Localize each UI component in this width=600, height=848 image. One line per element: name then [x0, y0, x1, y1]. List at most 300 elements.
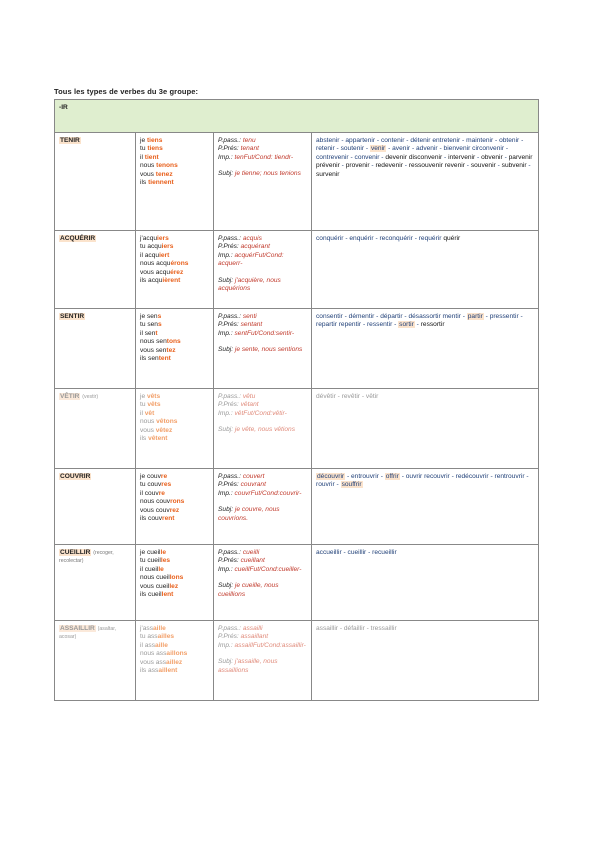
pronoun-stem: nous sen	[140, 338, 167, 346]
verb-cell	[55, 231, 136, 309]
conjugation-line	[140, 171, 209, 179]
separator: -	[343, 549, 346, 556]
spacer	[218, 162, 307, 170]
separator: -	[350, 153, 353, 161]
imperfect-future	[218, 410, 307, 418]
conjugation-cell	[136, 231, 214, 309]
ending: rez	[169, 506, 180, 514]
subjunctive-label: Subj:	[218, 506, 235, 514]
separator: -	[380, 473, 383, 480]
spacer	[218, 338, 307, 346]
conjugation-line	[140, 179, 209, 187]
ending: vêtent	[148, 435, 168, 443]
participle-past	[218, 393, 307, 401]
ending: tient	[144, 153, 159, 161]
conjugation-line	[140, 401, 209, 409]
pronoun-stem: tu cueil	[140, 557, 161, 565]
spacer	[218, 574, 307, 582]
related-verb: entrouvrir	[351, 473, 379, 480]
ending: vêtez	[155, 426, 173, 434]
forms-cell	[214, 309, 312, 389]
spacer	[218, 269, 307, 277]
participle-past-label: P.pass.:	[218, 137, 243, 144]
ending: aille	[155, 641, 168, 649]
related-verbs-cell	[312, 133, 539, 231]
conjugation-cell	[136, 545, 214, 621]
participle-past	[218, 137, 307, 145]
subjunctive-value: je vête, nous vêtions	[234, 426, 295, 434]
related-verb: venir	[370, 145, 386, 153]
ending: s	[157, 313, 162, 320]
imperfect-future-label: Imp.:	[218, 251, 235, 259]
ending: res	[161, 481, 172, 489]
subjunctive-value: j'acquière, nous acquérions	[218, 276, 281, 293]
ending: vêt	[144, 409, 155, 417]
separator: -	[346, 473, 350, 480]
participle-past-value: tenu	[242, 137, 256, 144]
participle-present-label: P.Prés:	[218, 481, 241, 489]
conjugation-line	[140, 498, 209, 506]
participle-present	[218, 557, 307, 565]
subjunctive-value: je couvre, nous couvrions.	[218, 506, 280, 522]
ending: iert	[159, 251, 170, 259]
separator: -	[381, 153, 384, 161]
ending: iers	[157, 235, 169, 242]
separator: -	[368, 549, 371, 556]
related-verb: recouvrir	[424, 473, 450, 480]
pronoun-stem: ils	[140, 435, 149, 443]
imperfect-future	[218, 642, 307, 650]
conjugation-line	[140, 162, 209, 170]
separator: -	[341, 162, 344, 170]
ending: re	[160, 473, 168, 480]
related-verb: défaillir	[343, 625, 365, 632]
pronoun-stem: je	[140, 137, 147, 144]
participle-past	[218, 625, 307, 633]
separator: -	[337, 393, 340, 400]
related-verbs-cell	[312, 469, 539, 545]
ending: le	[158, 565, 164, 573]
separator: -	[485, 313, 488, 320]
conjugation-line	[140, 557, 209, 565]
participle-past	[218, 549, 307, 557]
table-row	[55, 309, 539, 389]
related-verb: sortir	[399, 321, 414, 329]
ending: le	[160, 549, 167, 556]
related-verb: tressaillir	[370, 625, 397, 632]
verb-gloss: (asaltar, acosar)	[59, 626, 117, 641]
participle-past-label: P.pass.:	[218, 235, 243, 242]
separator: -	[505, 145, 509, 153]
participle-present-value: assaillant	[240, 633, 269, 641]
subjunctive	[218, 346, 307, 354]
separator: -	[376, 137, 380, 144]
conjugation-line	[140, 137, 209, 145]
participle-past-value: vêtu	[242, 393, 256, 400]
verb-cell	[55, 309, 136, 389]
conjugation-line	[140, 243, 209, 251]
related-verb: parvenir	[508, 153, 533, 161]
participle-past	[218, 473, 307, 481]
related-verb: redécouvrir	[455, 473, 489, 480]
ending: vêts	[147, 401, 161, 409]
related-verb: requérir	[418, 235, 442, 242]
related-verb: appartenir	[345, 137, 376, 144]
verb-table	[54, 99, 539, 701]
separator: -	[439, 145, 442, 153]
imperfect-future	[218, 252, 307, 269]
related-verb: offrir	[385, 473, 399, 480]
separator: -	[528, 162, 531, 170]
participle-present-value: acquérant	[240, 243, 270, 251]
separator: -	[404, 313, 407, 320]
participle-present-label: P.Prés:	[218, 401, 241, 409]
participle-past-value: assailli	[242, 625, 263, 632]
conjugation-line	[140, 330, 209, 338]
pronoun-stem: tu	[140, 145, 148, 153]
participle-past-label: P.pass.:	[218, 549, 243, 556]
forms-cell	[214, 469, 312, 545]
subjunctive-label: Subj:	[218, 582, 235, 590]
separator: -	[477, 153, 480, 161]
ending: s	[157, 321, 162, 329]
related-verb: intervenir	[448, 153, 476, 161]
separator: -	[466, 162, 469, 170]
separator: -	[521, 137, 524, 144]
imperfect-future-label: Imp.:	[218, 329, 235, 337]
conjugation-line	[140, 650, 209, 658]
verb-cell	[55, 621, 136, 701]
pronoun-stem: nous cueil	[140, 574, 170, 582]
pronoun-stem: ils ass	[140, 667, 159, 675]
pronoun-stem: vous cueil	[140, 582, 170, 590]
pronoun-stem: ils cueil	[140, 591, 162, 599]
participle-present	[218, 633, 307, 641]
pronoun-stem: vous couv	[140, 506, 170, 514]
verb-name: ACQUÉRIR	[60, 235, 96, 242]
pronoun-stem: ils couv	[140, 515, 162, 523]
conjugation-line	[140, 625, 209, 633]
imperfect-future-label: Imp.:	[218, 153, 235, 161]
participle-present-label: P.Prés:	[218, 633, 241, 641]
verb-cell	[55, 389, 136, 469]
participle-past-label: P.pass.:	[218, 313, 243, 320]
related-verb: accueillir	[316, 549, 342, 556]
subjunctive-label: Subj:	[218, 170, 235, 178]
conjugation-cell	[136, 621, 214, 701]
table-row	[55, 389, 539, 469]
related-verb: souvenir	[470, 162, 496, 170]
pronoun-stem: nous acqu	[140, 260, 171, 268]
separator: -	[365, 145, 369, 153]
forms-cell	[214, 621, 312, 701]
separator: -	[414, 235, 417, 242]
pronoun-stem: j'ass	[140, 625, 153, 632]
conjugation-line	[140, 235, 209, 243]
imperfect-future	[218, 490, 307, 498]
table-header: -IR	[55, 100, 539, 133]
separator: -	[462, 313, 465, 320]
subjunctive-value: je tienne; nous tenions	[234, 170, 301, 178]
forms-cell	[214, 389, 312, 469]
related-verb: démentir	[348, 313, 375, 320]
verb-name: COUVRIR	[60, 473, 91, 480]
ending: les	[160, 557, 171, 565]
imperfect-future-value: vêtFut/Cond:vêtir-	[234, 409, 287, 417]
pronoun-stem: je cueil	[140, 549, 161, 556]
separator: -	[366, 625, 369, 632]
separator: -	[376, 313, 379, 320]
subjunctive-label: Subj:	[218, 426, 235, 434]
participle-present-value: couvrant	[240, 481, 266, 489]
related-verbs-cell	[312, 389, 539, 469]
conjugation-line	[140, 566, 209, 574]
conjugation-line	[140, 154, 209, 162]
ending: t	[155, 329, 158, 337]
separator: -	[490, 473, 493, 480]
imperfect-future-label: Imp.:	[218, 409, 235, 417]
table-row	[55, 621, 539, 701]
related-verb: revenir	[444, 162, 465, 170]
related-verbs-cell	[312, 309, 539, 389]
pronoun-stem: il	[140, 409, 145, 417]
related-verb: reconquérir	[379, 235, 413, 242]
ending: vêtons	[156, 418, 178, 426]
subjunctive	[218, 582, 307, 599]
verb-gloss: (recoger, recolectar)	[59, 550, 114, 565]
conjugation-line	[140, 667, 209, 675]
related-verb: advenir	[416, 145, 438, 153]
separator: -	[345, 235, 348, 242]
pronoun-stem: il couv	[140, 489, 159, 497]
participle-present	[218, 243, 307, 251]
participle-past-value: couvert	[242, 473, 265, 480]
participle-present-value: tenant	[240, 145, 259, 153]
subjunctive	[218, 426, 307, 434]
conjugation-line	[140, 418, 209, 426]
related-verb: découvrir	[317, 473, 345, 480]
related-verb: consentir	[316, 313, 343, 320]
conjugation-cell	[136, 133, 214, 231]
conjugation-line	[140, 591, 209, 599]
verb-gloss: (vestir)	[82, 394, 99, 400]
pronoun-stem: il ass	[140, 641, 156, 649]
ending: lent	[161, 591, 174, 599]
separator: -	[451, 473, 454, 480]
conjugation-line	[140, 269, 209, 277]
ending: aillons	[166, 650, 188, 658]
pronoun-stem: je	[140, 393, 147, 400]
pronoun-stem: vous sen	[140, 346, 167, 354]
conjugation-line	[140, 507, 209, 515]
participle-past-value: senti	[242, 313, 257, 320]
separator: -	[411, 145, 415, 153]
ending: ailles	[157, 633, 175, 641]
separator: -	[339, 625, 343, 632]
ending: aille	[153, 625, 166, 632]
forms-cell	[214, 231, 312, 309]
subjunctive	[218, 506, 307, 523]
pronoun-stem: tu couv	[140, 481, 162, 489]
related-verb: conquérir	[316, 235, 344, 242]
participle-present-value: sentant	[240, 321, 263, 329]
ending: lons	[169, 574, 184, 582]
ending: ièrent	[162, 277, 181, 285]
pronoun-stem: il cueil	[140, 565, 159, 573]
ending: érons	[170, 260, 189, 268]
ending: tenons	[156, 162, 178, 170]
participle-present-label: P.Prés:	[218, 145, 241, 153]
participle-present	[218, 321, 307, 329]
related-verb: obvenir	[481, 153, 503, 161]
ending: re	[158, 489, 165, 497]
verb-cell	[55, 545, 136, 621]
related-verb: désassortir	[408, 313, 441, 320]
ending: rons	[170, 498, 185, 506]
participle-present-value: cueillant	[240, 557, 265, 565]
conjugation-line	[140, 260, 209, 268]
pronoun-stem: je couv	[140, 473, 161, 480]
related-verb: repentir	[338, 321, 362, 329]
imperfect-future	[218, 330, 307, 338]
related-verb: devenir	[385, 153, 407, 161]
verb-name: SENTIR	[60, 313, 85, 320]
pronoun-stem: ils	[140, 179, 149, 187]
related-verb: repartir	[316, 321, 337, 329]
subjunctive	[218, 170, 307, 178]
conjugation-line	[140, 473, 209, 481]
related-verb: contrevenir	[316, 153, 349, 161]
participle-past-label: P.pass.:	[218, 473, 243, 480]
verb-cell	[55, 133, 136, 231]
separator: -	[401, 473, 404, 480]
conjugation-line	[140, 145, 209, 153]
related-verbs-cell	[312, 621, 539, 701]
conjugation-line	[140, 252, 209, 260]
pronoun-stem: vous ass	[140, 658, 167, 666]
ending: vêts	[146, 393, 161, 400]
separator: -	[336, 145, 339, 153]
related-verb: pressentir	[489, 313, 519, 320]
conjugation-line	[140, 347, 209, 355]
conjugation-line	[140, 659, 209, 667]
imperfect-future-label: Imp.:	[218, 565, 235, 573]
related-verb: vêtir	[365, 393, 379, 400]
forms-cell	[214, 545, 312, 621]
pronoun-stem: tu ass	[140, 633, 158, 641]
subjunctive-value: j'assaille, nous assaillions	[218, 658, 278, 674]
imperfect-future-value: cueillFut/Cond:cueiller-	[234, 565, 302, 573]
participle-present-value: vêtant	[240, 401, 259, 409]
related-verb: convenir	[354, 153, 380, 161]
participle-past-label: P.pass.:	[218, 393, 243, 400]
conjugation-cell	[136, 389, 214, 469]
pronoun-stem: tu	[140, 401, 148, 409]
ending: rent	[162, 515, 175, 523]
participle-past-value: cueilli	[242, 549, 260, 556]
pronoun-stem: il sen	[140, 329, 156, 337]
ending: tons	[166, 338, 181, 346]
verb-name: TENIR	[60, 137, 80, 144]
conjugation-line	[140, 583, 209, 591]
participle-present-label: P.Prés:	[218, 243, 241, 251]
ending: iers	[161, 243, 174, 251]
imperfect-future	[218, 566, 307, 574]
separator: -	[388, 145, 391, 153]
separator: -	[462, 137, 465, 144]
related-verb: enquérir	[349, 235, 374, 242]
participle-past-label: P.pass.:	[218, 625, 243, 632]
conjugation-line	[140, 435, 209, 443]
pronoun-stem: il acqu	[140, 251, 160, 259]
related-verb: rouvrir	[316, 481, 335, 489]
related-verb: cueillir	[347, 549, 367, 556]
separator: -	[416, 321, 419, 329]
conjugation-cell	[136, 469, 214, 545]
pronoun-stem: vous	[140, 170, 156, 178]
conjugation-line	[140, 277, 209, 285]
related-verb: survenir	[316, 170, 340, 178]
related-verb: ressortir	[420, 321, 445, 329]
table-row	[55, 231, 539, 309]
separator: -	[520, 313, 523, 320]
ending: tiens	[147, 145, 163, 153]
conjugation-line	[140, 410, 209, 418]
related-verb: revêtir	[341, 393, 361, 400]
pronoun-stem: je sen	[140, 313, 158, 320]
conjugation-line	[140, 355, 209, 363]
conjugation-line	[140, 321, 209, 329]
related-verb: disconvenir	[408, 153, 443, 161]
separator: -	[361, 393, 365, 400]
conjugation-line	[140, 393, 209, 401]
conjugation-line	[140, 574, 209, 582]
pronoun-stem: nous	[140, 418, 157, 426]
separator: -	[497, 162, 500, 170]
separator: -	[362, 321, 366, 329]
related-verb: obtenir	[499, 137, 520, 144]
conjugation-cell	[136, 309, 214, 389]
conjugation-line	[140, 549, 209, 557]
imperfect-future-value: tenFut/Cond: tiendr-	[234, 153, 294, 161]
participle-present-label: P.Prés:	[218, 321, 241, 329]
conjugation-line	[140, 338, 209, 346]
pronoun-stem: nous	[140, 162, 157, 170]
subjunctive-label: Subj:	[218, 276, 235, 284]
conjugation-line	[140, 642, 209, 650]
imperfect-future-label: Imp.:	[218, 489, 235, 497]
separator: -	[495, 137, 498, 144]
pronoun-stem: il	[140, 153, 145, 161]
related-verb: retenir	[316, 145, 335, 153]
participle-present-label: P.Prés:	[218, 557, 241, 565]
related-verb: soutenir	[340, 145, 365, 153]
related-verb: quérir	[443, 235, 461, 242]
related-verb: recueillir	[372, 549, 397, 556]
separator: -	[336, 481, 339, 489]
ending: érez	[170, 268, 184, 276]
imperfect-future-value: sentFut/Cond:sentir-	[234, 329, 295, 337]
subjunctive	[218, 277, 307, 294]
related-verb: ressouvenir	[408, 162, 443, 170]
pronoun-stem: vous acqu	[140, 268, 171, 276]
related-verb: assaillir	[316, 625, 338, 632]
separator: -	[404, 162, 407, 170]
participle-past	[218, 235, 307, 243]
separator: -	[406, 137, 409, 144]
subjunctive-label: Subj:	[218, 658, 235, 666]
related-verbs-cell	[312, 231, 539, 309]
